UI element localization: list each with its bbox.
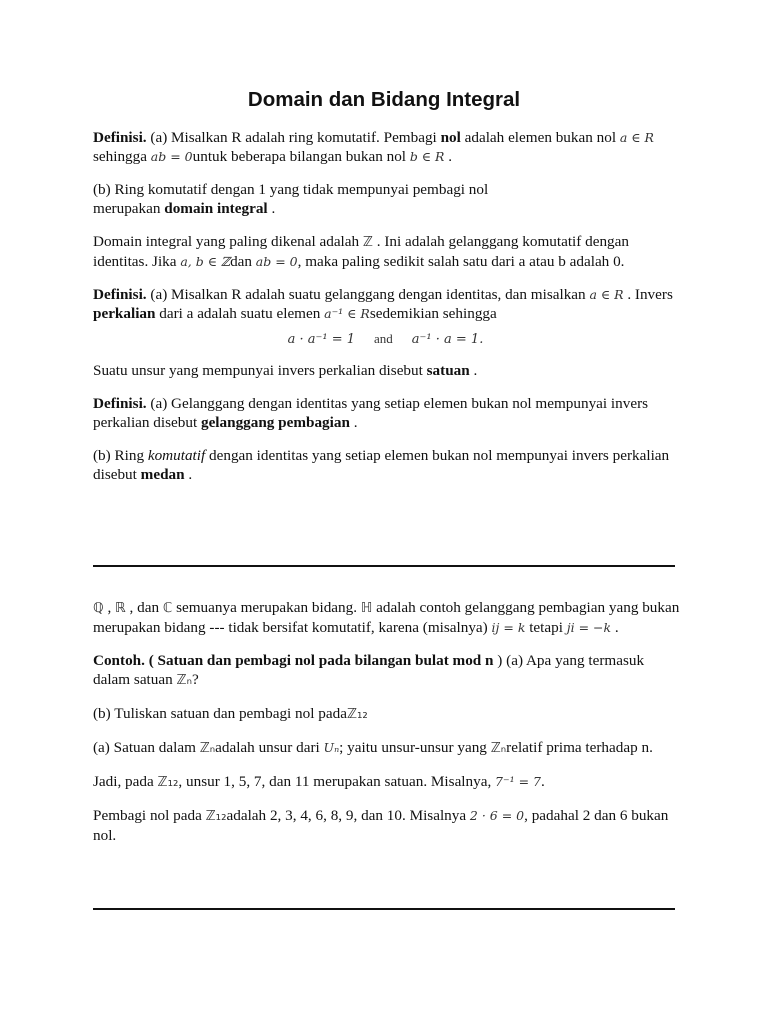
divider: [93, 908, 675, 910]
text: (a) Gelanggang dengan identitas yang setiap elemen bukan nol mempunyai invers perkalian disebut: [93, 395, 649, 431]
math-un: Uₙ: [323, 740, 340, 755]
math-ji-minus-k: ji = −k: [566, 620, 612, 635]
page-title: Domain dan Bidang Integral: [247, 88, 521, 111]
definition-label: Definisi.: [93, 395, 147, 412]
text: untuk beberapa bilangan bukan nol: [192, 148, 410, 165]
text: sedemikian sehingga: [369, 305, 497, 322]
equation-left: a · a⁻¹ = 1: [287, 332, 356, 347]
math-z12: ℤ₁₂: [157, 774, 179, 790]
text: dari a adalah suatu elemen: [155, 305, 325, 322]
text: tetapi: [525, 619, 567, 636]
text: adalah unsur dari: [215, 739, 324, 756]
text: dengan identitas yang setiap elemen bukan nol mempunyai invers perkalian disebut: [93, 447, 670, 483]
text: (b) Tuliskan satuan dan pembagi nol pada: [93, 705, 347, 722]
text: . Invers: [623, 286, 673, 303]
text: adalah 2, 3, 4, 6, 8, 9, dan 10. Misalnya: [226, 807, 470, 824]
text: .: [540, 773, 545, 790]
math-b-in-r: b ∈ R: [409, 149, 445, 164]
text: (b) Ring komutatif dengan 1 yang tidak mempunyai pembagi nol: [93, 181, 489, 198]
math-zn: ℤₙ: [199, 740, 216, 756]
math-ab-zero: ab = 0: [255, 254, 298, 269]
integers-example: [93, 232, 678, 271]
math-rationals: ℚ: [93, 600, 104, 616]
math-ab-in-z: a, b ∈ ℤ: [180, 254, 231, 269]
text: ,: [103, 599, 116, 616]
math-ij-k: ij = k: [491, 620, 526, 635]
definition-multiplicative-inverse: [93, 285, 678, 323]
text: adalah elemen bukan nol: [460, 129, 620, 146]
text: (a) Satuan dalam: [93, 739, 200, 756]
example-title: Contoh. ( Satuan dan pembagi nol pada bilangan bulat mod n: [93, 652, 494, 669]
math-a-in-r: a ∈ R: [589, 287, 624, 302]
math-zn: ℤₙ: [490, 740, 507, 756]
display-equation: [93, 329, 678, 349]
text: , maka paling sedikit salah satu dari a atau b adalah 0.: [297, 253, 625, 270]
definition-zero-divisor: [93, 128, 678, 166]
divider: [93, 565, 675, 567]
text: .: [267, 200, 276, 217]
math-ab-zero: ab = 0: [150, 149, 193, 164]
text: (a) Misalkan R adalah ring komutatif. Pembagi: [146, 129, 441, 146]
math-quaternions: ℍ: [360, 600, 373, 616]
text: .: [184, 466, 193, 483]
math-complex: ℂ: [162, 600, 173, 616]
fields-examples: [93, 598, 683, 637]
definition-label: Definisi.: [93, 286, 147, 303]
math-inverse-in-r: a⁻¹ ∈ R: [324, 306, 370, 321]
text: Domain integral yang paling dikenal adalah: [93, 233, 363, 250]
math-zn: ℤₙ: [176, 672, 192, 688]
unit-definition: [93, 361, 678, 380]
math-z12: ℤ₁₂: [346, 706, 368, 722]
text: ; yaitu unsur-unsur yang: [339, 739, 491, 756]
term-komutatif: komutatif: [147, 447, 206, 464]
term-medan: medan: [140, 466, 185, 483]
text: adalah contoh gelanggang pembagian yang bukan merupakan bidang --- tidak bersifat komutatif, karena (misalnya): [93, 599, 680, 636]
math-seven-inverse: 7⁻¹ = 7: [495, 774, 541, 789]
math-a-in-r: a ∈ R: [619, 130, 654, 145]
text: relatif prima terhadap n.: [506, 739, 653, 756]
term-nol: nol: [440, 129, 461, 146]
solution-part-a: [93, 738, 683, 758]
text: .: [469, 362, 478, 379]
text: (b) Ring: [93, 447, 148, 464]
definition-integral-domain: [93, 180, 678, 218]
example-part-b: [93, 704, 683, 724]
definition-label: Definisi.: [93, 129, 147, 146]
definition-field: [93, 446, 678, 484]
text: . Ini adalah gelanggang komutatif dengan identitas. Jika: [93, 233, 629, 270]
definition-division-ring: [93, 394, 678, 432]
solution-zero-divisors: [93, 806, 683, 845]
section-examples: [93, 598, 683, 859]
term-satuan: satuan: [426, 362, 470, 379]
text: .: [349, 414, 358, 431]
text: .: [444, 148, 453, 165]
text: Suatu unsur yang mempunyai invers perkalian disebut: [93, 362, 427, 379]
text: , padahal 2 dan 6 bukan nol.: [93, 807, 669, 844]
text: merupakan: [93, 200, 165, 217]
math-two-times-six: 2 · 6 = 0: [469, 808, 525, 823]
text: , unsur 1, 5, 7, dan 11 merupakan satuan. Misalnya,: [178, 773, 496, 790]
text: , dan: [125, 599, 163, 616]
term-domain-integral: domain integral: [164, 200, 268, 217]
term-gelanggang-pembagian: gelanggang pembagian: [200, 414, 350, 431]
text: .: [611, 619, 619, 636]
solution-units: [93, 772, 683, 792]
text: sehingga: [93, 148, 151, 165]
text: ) (a) Apa yang termasuk dalam satuan: [93, 652, 645, 688]
example-heading: [93, 651, 683, 690]
section-definitions: [93, 128, 678, 498]
text: Pembagi nol pada: [93, 807, 206, 824]
equation-right: a⁻¹ · a = 1.: [411, 332, 484, 347]
text: semuanya merupakan bidang.: [172, 599, 361, 616]
text: ?: [191, 671, 199, 688]
equation-and: and: [374, 331, 393, 346]
text: dan: [230, 253, 256, 270]
math-integers: ℤ: [362, 234, 373, 250]
term-perkalian: perkalian: [93, 305, 156, 322]
text: (a) Misalkan R adalah suatu gelanggang dengan identitas, dan misalkan: [146, 286, 590, 303]
text: Jadi, pada: [93, 773, 158, 790]
math-reals: ℝ: [115, 600, 126, 616]
math-z12: ℤ₁₂: [205, 808, 227, 824]
